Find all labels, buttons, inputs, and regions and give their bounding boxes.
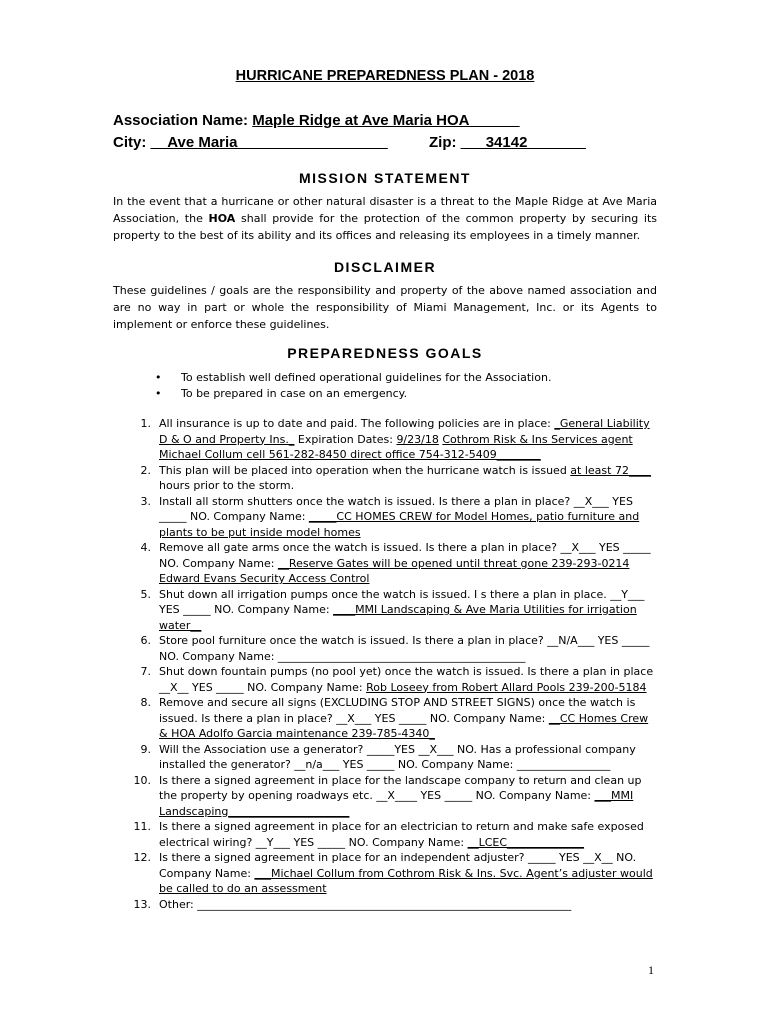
list-item: • To establish well defined operational guidelines for the Association. <box>155 371 552 384</box>
goals-heading: PREPAREDNESS GOALS <box>287 345 483 361</box>
disclaimer-text: These guidelines / goals are the responsibility and property of the above named association and are no way in part or whole the responsibility of Miami Management, Inc. or its Agents to implement or enforce these guidelines. <box>113 284 657 331</box>
item-number: 7. <box>140 665 151 678</box>
filled-answer: __LCEC______________ <box>467 835 585 849</box>
bullet-icon: • <box>155 371 162 384</box>
page-number: 1 <box>648 963 654 977</box>
numbered-item <box>113 773 658 820</box>
item-text: Install all storm shutters once the watch is issued. Is there a plan in place? __X___ YES _____ NO. Company Name: <box>159 494 633 523</box>
association-name-value: Maple Ridge at Ave Maria HOA______ <box>252 112 520 129</box>
item-text: This plan will be placed into operation when the hurricane watch is issued <box>159 463 571 477</box>
numbered-item <box>113 463 658 494</box>
item-text: Store pool furniture once the watch is issued. Is there a plan in place? __N/A___ YES _____ NO. Company Name: _____________________________________________ <box>159 634 650 663</box>
item-number: 6. <box>140 634 151 647</box>
mission-text: In the event that a hurricane or other natural disaster is a threat to the Maple Ridge at Ave Maria Association, the HOA shall provide for the protection of the common property by securing its property to the best of its ability and its offices and releasing its employees in a timely manner. <box>113 195 657 242</box>
filled-answer: Rob Loseey from Robert Allard Pools 239-200-5184 <box>366 680 647 694</box>
item-number: 3. <box>140 494 151 508</box>
item-number: 8. <box>140 696 151 709</box>
item-text: Is there a signed agreement in place for an electrician to return and make safe exposed electrical wiring? __Y___ YES _____ NO. Company Name: <box>159 820 644 849</box>
filled-answer: __CC Homes Crew & HOA Adolfo Garcia maintenance 239-785-4340_ <box>159 711 649 740</box>
item-number: 11. <box>133 820 151 833</box>
bullet-icon: • <box>155 387 162 400</box>
filled-answer: ____MMI Landscaping & Ave Maria Utilities for irrigation water__ <box>159 603 637 632</box>
zip-value: ___34142_______ <box>460 134 586 151</box>
item-number: 13. <box>133 897 151 911</box>
item-text: Other: ____________________________________________________________________ <box>159 897 572 911</box>
filled-answer: at least 72____ <box>570 463 651 477</box>
item-text: Will the Association use a generator? _____YES __X___ NO. Has a professional company installed the generator? __n/a___ YES _____ NO. Company Name: _________________ <box>159 742 636 771</box>
item-number: 2. <box>140 463 151 477</box>
item-text: Shut down all irrigation pumps once the watch is issued. I s there a plan in place. __Y___ YES _____ NO. Company Name: <box>159 587 645 616</box>
item-text: Remove and secure all signs (EXCLUDING STOP AND STREET SIGNS) once the watch is issued. Is there a plan in place? __X___ YES _____ NO. Company Name: <box>159 696 636 725</box>
item-number: 12. <box>133 851 151 864</box>
filled-answer: _____CC HOMES CREW for Model Homes, patio furniture and plants to be put inside model homes <box>159 510 640 539</box>
city-value: __Ave Maria__________________ <box>150 134 388 151</box>
mission-heading: MISSION STATEMENT <box>299 170 471 186</box>
numbered-item <box>113 897 658 913</box>
numbered-item <box>113 664 658 695</box>
item-number: 4. <box>140 541 151 554</box>
item-number: 10. <box>133 773 151 787</box>
item-text: hours prior to the storm. <box>159 479 295 492</box>
numbered-item <box>113 850 658 897</box>
filled-answer: __Reserve Gates will be opened until threat gone 239-293-0214 Edward Evans Security Access Control <box>159 556 630 585</box>
item-number: 9. <box>140 742 151 756</box>
item-text: Shut down fountain pumps (no pool yet) once the watch is issued. Is there a plan in place __X__ YES _____ NO. Company Name: <box>159 665 654 694</box>
association-name-line <box>113 111 520 131</box>
filled-answer: ___MMI Landscaping______________________ <box>159 789 634 818</box>
numbered-item <box>113 416 658 463</box>
item-number: 1. <box>140 417 151 430</box>
numbered-item <box>113 819 658 850</box>
zip-label: Zip: <box>429 134 457 151</box>
page-title: HURRICANE PREPAREDNESS PLAN - 2018 <box>235 68 535 84</box>
goals-bullet-list <box>155 370 635 402</box>
filled-answer: _General Liability D & O and Property Ins._ <box>159 417 650 446</box>
list-item: • To be prepared in case on an emergency. <box>155 387 408 400</box>
city-zip-line <box>113 133 658 153</box>
item-text: Expiration Dates: <box>294 432 397 446</box>
numbered-items-list <box>113 416 658 912</box>
item-text: Is there a signed agreement in place for an independent adjuster? _____ YES __X__ NO. Company Name: <box>159 851 637 880</box>
filled-answer: Cothrom Risk & Ins Services agent Michael Collum cell 561-282-8450 direct office 754-312-5409________ <box>159 432 633 461</box>
numbered-item <box>113 494 658 541</box>
filled-answer: ___Michael Collum from Cothrom Risk & Ins. Svc. Agent’s adjuster would be called to do an assessment <box>159 866 653 895</box>
association-name-label: Association Name: <box>113 112 249 129</box>
numbered-item <box>113 742 658 773</box>
numbered-item <box>113 633 658 664</box>
disclaimer-heading: DISCLAIMER <box>333 259 437 275</box>
filled-answer: 9/23/18 <box>396 432 439 446</box>
numbered-item <box>113 587 658 634</box>
item-text: Is there a signed agreement in place for the landscape company to return and clean up the property by opening roadways etc. __X____ YES _____ NO. Company Name: <box>159 773 642 802</box>
numbered-item <box>113 695 658 742</box>
item-text: Remove all gate arms once the watch is issued. Is there a plan in place? __X___ YES _____ NO. Company Name: <box>159 541 651 570</box>
numbered-item <box>113 540 658 587</box>
item-number: 5. <box>140 587 151 601</box>
city-label: City: <box>113 134 147 151</box>
item-text: All insurance is up to date and paid. The following policies are in place: <box>159 417 555 430</box>
